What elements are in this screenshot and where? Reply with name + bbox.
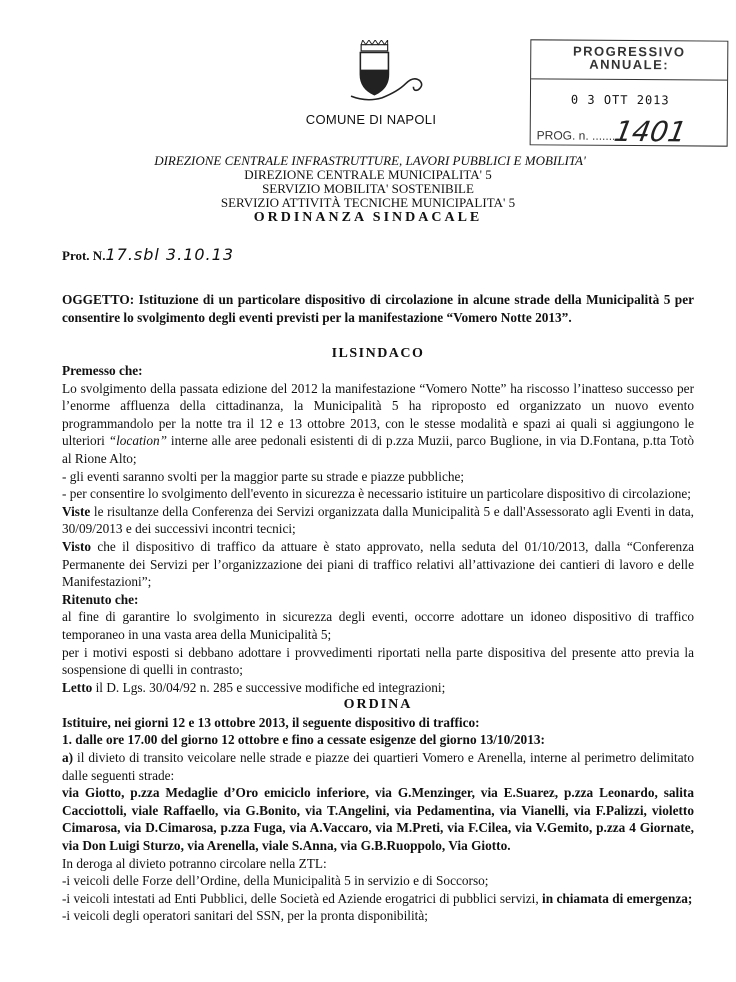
subject (62, 291, 694, 326)
stamp-title-1: PROGRESSIVO (572, 43, 686, 60)
stamp-prog-number: 1401 (611, 114, 690, 149)
ordina-intro: Istituire, nei giorni 12 e 13 ottobre 2013, il seguente dispositivo di traffico: (62, 714, 480, 730)
header-line-3: SERVIZIO MOBILITA' SOSTENIBILE (262, 181, 474, 196)
subject-label: OGGETTO: (62, 292, 135, 307)
document-type: ORDINANZA SINDACALE (253, 210, 483, 225)
deroga-item-2-text: -i veicoli intestati ad Enti Pubblici, delle Società ed Aziende erogatrici di pubblici servizi, (62, 890, 539, 906)
point-a-text: il divieto di transito veicolare nelle strade e piazze dei quartieri Vomero e Arenella, interne al perimetro delimitato dalle seguenti strade: (62, 750, 694, 783)
protocol-label: Prot. N. (62, 248, 106, 263)
viste-label: Viste (62, 503, 91, 519)
stamp-title-2: ANNUALE: (589, 56, 670, 73)
ritenuto-paragraph-1: al fine di garantire lo svolgimento in sicurezza degli eventi, occorre adottare un idoneo dispositivo di traffico temporaneo in una vasta area della Municipalità 5; (62, 609, 694, 642)
deroga-item-1: -i veicoli delle Forze dell’Ordine, della Municipalità 5 in servizio e di Soccorso; (62, 873, 489, 889)
deroga-intro: In deroga al divieto potranno circolare nella ZTL: (62, 855, 327, 871)
stamp-header (531, 40, 727, 80)
ordina-point-a (62, 749, 694, 784)
letto-paragraph (62, 679, 694, 697)
viste-paragraph (62, 503, 694, 538)
comune-di-napoli-logo (330, 40, 450, 118)
visto-text: che il dispositivo di traffico da attuare è stato approvato, nella seduta del 01/10/2013, dalla “Conferenza Permanente dei Servizi per l’organizzazione dei piani di traffico relativi all’attivazione dei cantieri di lavoro e delle Manifestazioni”; (62, 538, 694, 590)
header-line-2: DIREZIONE CENTRALE MUNICIPALITA' 5 (244, 167, 492, 182)
visto-paragraph (62, 538, 694, 591)
point-a-label: a) (62, 750, 74, 766)
premesso-paragraph-2: - gli eventi saranno svolti per la maggior parte su strade e piazze pubbliche; (62, 468, 465, 484)
deroga-item-3: -i veicoli degli operatori sanitari del SSN, per la pronta disponibilità; (62, 908, 428, 924)
perimeter-streets: via Giotto, p.zza Medaglie d’Oro emiciclo inferiore, via G.Menzinger, via E.Suarez, p.zza Leonardo, salita Cacciottoli, viale Raffaello, via G.Bonito, via T.Angelini, via Pedamentina, via Vianelli, via F.Palizzi, violetto Cimarosa, via D.Cimarosa, p.zza Fuga, via A.Vaccaro, via M.Preti, via F.Cilea, via V.Gemito, p.zza 4 Giornate, via Don Luigi Sturzo, via Arenella, viale S.Anna, via G.B.Ruoppolo, Via Giotto. (62, 785, 694, 854)
premesso-p1-text: Lo svolgimento della passata edizione del 2012 la manifestazione “Vomero Notte” ha riscosso l’inatteso successo per l’enorme affluenza della cittadinanza, la Municipalità 5 ha riproposto ed organizzato un nuovo evento programmandolo per la notte tra il 12 e 13 ottobre 2013, con le stesse modalità e spazi ai quali si aggiungono le ulteriori (62, 380, 694, 449)
protocol-handwritten-value: 17.sbl 3.10.13 (105, 245, 234, 264)
protocol (62, 245, 234, 264)
premesso-paragraph-1 (62, 380, 694, 468)
ritenuto-heading: Ritenuto che: (62, 591, 139, 607)
ritenuto-paragraph-2: per i motivi esposti si debbano adottare i provvedimenti riportati nella parte dispositiva del presente atto previa la sospensione di quelli in contrasto; (62, 644, 694, 678)
premesso-location-word: “location” (108, 433, 168, 449)
deroga-item-2-bold: in chiamata di emergenza; (542, 890, 693, 906)
ordina-heading: ORDINA (343, 697, 413, 713)
letto-text: il D. Lgs. 30/04/92 n. 285 e successive modifiche ed integrazioni; (95, 679, 446, 695)
visto-label: Visto (62, 538, 92, 554)
municipality-name: COMUNE DI NAPOLI (305, 112, 437, 127)
ordina-point-1: 1. dalle ore 17.00 del giorno 12 ottobre e fino a cessate esigenze del giorno 13/10/2013: (62, 732, 545, 748)
premesso-heading: Premesso che: (62, 363, 143, 378)
premesso-paragraph-3: - per consentire lo svolgimento dell'evento in sicurezza è necessario istituire un particolare dispositivo di circolazione; (62, 486, 691, 502)
sindaco-heading: ILSINDACO (331, 346, 425, 361)
document-body (62, 362, 694, 925)
progressive-stamp (530, 39, 729, 149)
header-line-4: SERVIZIO ATTIVITÀ TECNICHE MUNICIPALITA' 5 (220, 195, 516, 210)
viste-text: le risultanze della Conferenza dei Servizi organizzata dalla Municipalità 5 e dall'Assessorato agli Eventi in data, 30/09/2013 e dei successivi incontri tecnici; (62, 503, 694, 537)
premesso-p1-tail: interne alle aree pedonali esistenti di di p.zza Muzii, parco Buglione, in via D.Fontana, p.tta Totò al Rione Alto; (62, 433, 694, 466)
header-line-1: DIREZIONE CENTRALE INFRASTRUTTURE, LAVORI PUBBLICI E MOBILITA' (154, 153, 586, 168)
letto-label: Letto (62, 679, 93, 695)
deroga-item-2 (62, 890, 694, 908)
stamp-prog-label: PROG. n. ........ (536, 128, 619, 143)
stamp-date: 0 3 OTT 2013 (570, 92, 670, 108)
subject-text: Istituzione di un particolare dispositivo di circolazione in alcune strade della Municipalità 5 per consentire lo svolgimento degli eventi previsti per la manifestazione “Vomero Notte 2013”. (62, 292, 694, 325)
